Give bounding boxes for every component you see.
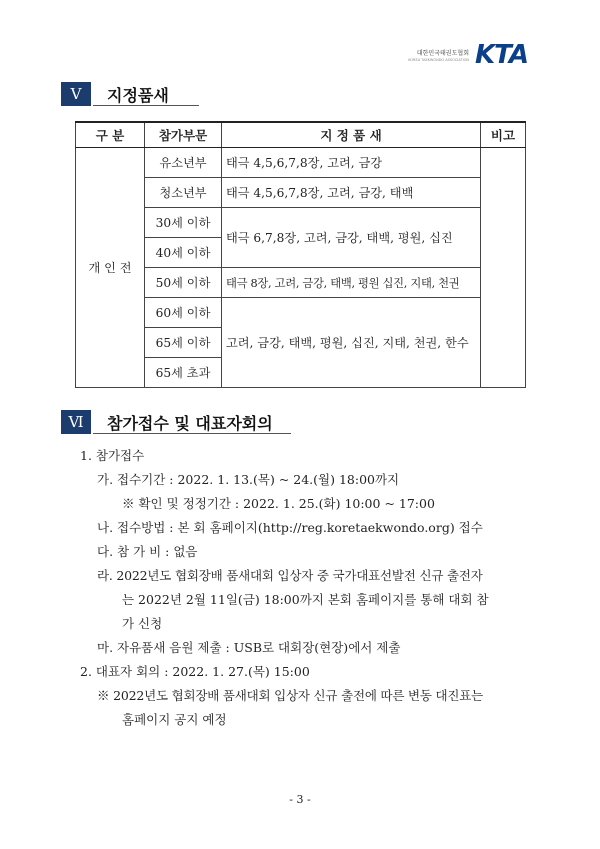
section-6-underline: [93, 433, 291, 434]
table-row: [76, 148, 526, 178]
section-5-number: Ⅴ: [61, 82, 91, 106]
item-reception-period: 가. 접수기간 : 2022. 1. 13.(목) ~ 24.(월) 18:00까지: [97, 472, 400, 487]
item-entry-fee: 다. 참 가 비 : 없음: [97, 544, 198, 559]
section-6-number: Ⅵ: [61, 410, 91, 434]
item-music-submit: 마. 자유품새 음원 제출 : USB로 대회장(현장)에서 제출: [97, 640, 401, 655]
item-reception-method: 나. 접수방법 : 본 회 홈페이지(http://reg.koretaekwondo.org) 접수: [97, 520, 483, 535]
note-correction-period: ※ 확인 및 정정기간 : 2022. 1. 25.(화) 10:00 ~ 17:00: [122, 496, 435, 511]
header-remarks: 비고: [481, 122, 526, 148]
org-name: 대한민국태권도협회: [416, 50, 469, 57]
org-name-en: KOREA TAEKWONDO ASSOCIATION: [408, 58, 469, 62]
division-cell: 청소년부: [145, 178, 222, 208]
poomsae-cell: 태극 4,5,6,7,8장, 고려, 금강, 태백: [222, 178, 481, 208]
division-cell: 65세 초과: [145, 358, 222, 388]
header-category: 구 분: [76, 122, 145, 148]
division-cell: 30세 이하: [145, 208, 222, 238]
item-new-entrant: 라. 2022년도 협회장배 품새대회 입상자 중 국가대표선발전 신규 출전자: [97, 568, 483, 583]
division-cell: 유소년부: [145, 148, 222, 178]
kta-logo: [408, 40, 528, 70]
item-2-meeting: 2. 대표자 회의 : 2022. 1. 27.(목) 15:00: [80, 664, 310, 679]
division-cell: 40세 이하: [145, 238, 222, 268]
header-poomsae: 지 정 품 새: [222, 122, 481, 148]
poomsae-cell: 고려, 금강, 태백, 평원, 십진, 지태, 천권, 한수: [222, 298, 481, 388]
note-bracket-change: ※ 2022년도 협회장배 품새대회 입상자 신규 출전에 따른 변동 대진표는: [97, 688, 484, 703]
section-5-title: 지정품새: [107, 85, 169, 105]
section-5-underline: [93, 105, 199, 106]
header-division: 참가부문: [145, 122, 222, 148]
designated-poomsae-table: [75, 121, 526, 388]
logo-text: [408, 48, 469, 62]
item-new-entrant-cont: 는 2022년 2월 11일(금) 18:00까지 본회 홈페이지를 통해 대회 참: [122, 592, 489, 607]
item-new-entrant-cont2: 가 신청: [122, 616, 163, 631]
section-5-heading: [61, 82, 169, 106]
remarks-cell: [481, 148, 526, 388]
table-header-row: [76, 122, 526, 148]
poomsae-cell: 태극 4,5,6,7,8장, 고려, 금강: [222, 148, 481, 178]
section-6-title: 참가접수 및 대표자회의: [107, 413, 273, 433]
division-cell: 50세 이하: [145, 268, 222, 298]
kta-logo-mark: KTA: [475, 40, 528, 70]
poomsae-cell: 태극 6,7,8장, 고려, 금강, 태백, 평원, 십진: [222, 208, 481, 268]
note-bracket-change-cont: 홈페이지 공지 예정: [122, 712, 227, 727]
division-cell: 65세 이하: [145, 328, 222, 358]
poomsae-cell: 태극 8장, 고려, 금강, 태백, 평원 십진, 지태, 천권: [222, 268, 481, 298]
category-cell: 개 인 전: [76, 148, 145, 388]
page-number: - 3 -: [289, 793, 311, 806]
item-1-heading: 1. 참가접수: [80, 448, 145, 463]
section-6-heading: [61, 410, 273, 434]
division-cell: 60세 이하: [145, 298, 222, 328]
